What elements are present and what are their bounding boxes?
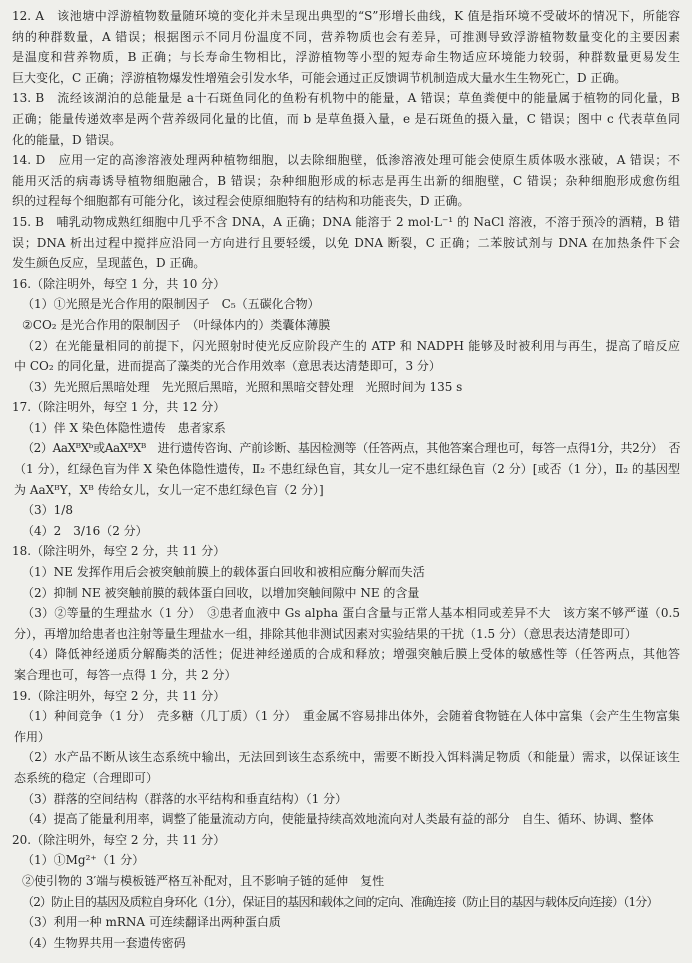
answer-18-part-1: （1）NE 发挥作用后会被突触前膜上的载体蛋白回收和被相应酶分解而失活 [22,565,425,580]
answer-18-part-2: （2）抑制 NE 被突触前膜的载体蛋白回收，以增加突触间隙中 NE 的含量 [22,585,420,600]
answer-item-13 [12,88,680,150]
answer-13-line-3: 化的能量，D 错误。 [12,132,122,147]
answer-17-header: 17.（除注明外，每空 1 分，共 12 分） [12,400,226,415]
answer-20-part-2: （2）防止目的基因及质粒自身环化（1分），保证目的基因和载体之间的定向、准确连接（防止目的基因与载体反向连接）（1分） [22,894,658,909]
answer-17-part-1: （1）伴 X 染色体隐性遗传 患者家系 [22,420,226,435]
answer-15-line-2: 误；DNA 析出过程中搅拌应沿同一方向进行且要轻缓，以免 DNA 断裂，C 正确；二苯胺试剂与 DNA 在加热条件下会 [12,235,680,250]
answer-17-part-2-cont-2: 为 AaXᴮY，Xᴮ 传给女儿，女儿一定不患红绿色盲（2 分）] [14,482,324,497]
answer-item-19 [12,686,680,830]
answer-20-part-1: （1）①Mg²⁺（1 分） [22,853,145,868]
answer-item-17 [12,397,680,541]
answer-17-part-2: （2）AaXᴮXᵇ或AaXᴮXᴮ 进行遗传咨询、产前诊断、基因检测等（任答两点，其他答案合理也可，每答一点得1分，共2分） 否 [22,441,680,456]
answer-18-part-3: （3）②等量的生理盐水（1 分） ③患者血液中 Gs alpha 蛋白含量与正常人基本相同或差异不大 该方案不够严谨（0.5 [22,606,680,621]
answer-19-header: 19.（除注明外，每空 2 分，共 11 分） [12,688,226,703]
answer-item-12 [12,6,680,88]
answer-17-part-3: （3）1/8 [22,503,73,518]
answer-item-16 [12,274,680,398]
answer-18-header: 18.（除注明外，每空 2 分，共 11 分） [12,544,226,559]
answer-12-line-1: 12. A 该池塘中浮游植物数量随环境的变化并未呈现出典型的“S”形增长曲线，K 值是指环境不受破坏的情况下，所能容 [12,9,680,23]
answer-item-14 [12,150,680,212]
answer-19-part-1: （1）种间竞争（1 分） 壳多糖（几丁质）（1 分） 重金属不容易排出体外，会随着食物链在人体中富集（会产生生物富集 [22,709,680,724]
answer-17-part-2-cont: （1 分），红绿色盲为伴 X 染色体隐性遗传，Ⅱ₂ 不患红绿色盲，其女儿一定不患红绿色盲（2 分）[或否（1 分），Ⅱ₂ 的基因型 [14,462,680,477]
answer-20-part-4: （4）生物界共用一套遗传密码 [22,935,186,950]
answer-17-part-4: （4）2 3/16（2 分） [22,523,148,538]
answer-19-part-4: （4）提高了能量利用率，调整了能量流动方向，使能量持续高效地流向对人类最有益的部分 自生、循环、协调、整体 [22,812,654,827]
answer-13-line-2: 正确；能量传递效率是两个营养级同化量的比值，而 b 是草鱼摄入量，e 是石斑鱼的摄入量，C 错误；图中 c 代表草鱼同 [12,111,680,126]
answer-13-line-1: 13. B 流经该湖泊的总能量是 a十石斑鱼同化的鱼粉有机物中的能量，A 错误；草鱼粪便中的能量属于植物的同化量，B [12,91,680,106]
answer-16-part-2: （2）在光能量相同的前提下，闪光照射时使光反应阶段产生的 ATP 和 NADPH 能够及时被利用与再生，提高了暗反应 [22,338,680,353]
answer-14-line-2: 能用灭活的病毒诱导植物细胞融合，B 错误；杂种细胞形成的标志是再生出新的细胞壁，C 错误；杂种细胞形成愈伤组 [12,173,680,188]
answer-item-20 [12,830,680,954]
answer-14-line-1: 14. D 应用一定的高渗溶液处理两种植物细胞，以去除细胞壁，低渗溶液处理可能会使原生质体吸水涨破，A 错误；不 [12,153,680,168]
answer-item-15 [12,212,680,274]
answer-key-page [12,6,680,953]
answer-15-line-1: 15. B 哺乳动物成熟红细胞中几乎不含 DNA，A 正确；DNA 能溶于 2 mol·L⁻¹ 的 NaCl 溶液，不溶于预冷的酒精，B 错 [12,214,680,229]
answer-19-part-2: （2）水产品不断从该生态系统中输出，无法回到该生态系统中，需要不断投入饵料满足物质（和能量）需求，以保证该生 [22,750,680,765]
answer-19-part-1-cont: 作用） [14,729,51,744]
answer-16-header: 16.（除注明外，每空 1 分，共 10 分） [12,276,226,291]
answer-16-part-3: （3）先光照后黑暗处理 先光照后黑暗，光照和黑暗交替处理 光照时间为 135 s [22,379,463,394]
answer-20-header: 20.（除注明外，每空 2 分，共 11 分） [12,832,226,847]
answer-12-line-2: 纳的种群数量，A 错误；根据图示不同月份温度不同，营养物质也会有差异，可推测导致浮游植物数量变化的主要因素 [12,29,680,44]
answer-19-part-2-cont: 态系统的稳定（合理即可） [14,770,159,785]
answer-18-part-3-cont: 分），再增加给患者也注射等量生理盐水一组，排除其他非测试因素对实验结果的干扰（1.5 分）（意思表达清楚即可） [14,626,637,641]
answer-20-part-3: （3）利用一种 mRNA 可连续翻译出两种蛋白质 [22,915,281,930]
answer-20-part-1-2: ②使引物的 3′端与模板链严格互补配对，且不影响子链的延伸 复性 [22,873,385,888]
answer-12-line-3: 是温度和营养物质，B 正确；与长寿命生物相比，浮游植物等小型的短寿命生物适应环境能力较弱，种群数量更易发生 [12,50,680,65]
answer-18-part-4-cont: 案合理也可，每答一点得 1 分，共 2 分） [14,668,237,682]
answer-16-part-2-cont: 中 CO₂ 的同化量，进而提高了藻类的光合作用效率（意思表达清楚即可，3 分） [14,359,441,374]
answer-12-line-4: 巨大变化，C 正确；浮游植物爆发性增殖会引发水华，可能会通过正反馈调节机制造成大量水生生物死亡，D 正确。 [12,70,627,85]
answer-14-line-3: 织的过程每个细胞都有可能分化，该过程会使原细胞特有的结构和功能丧失，D 正确。 [12,194,470,209]
answer-16-part-1: （1）①光照是光合作用的限制因子 C₅（五碳化合物） [22,297,320,312]
answer-15-line-3: 发生颜色反应，呈现蓝色，D 正确。 [12,256,206,271]
answer-19-part-3: （3）群落的空间结构（群落的水平结构和垂直结构）（1 分） [22,791,348,806]
answer-item-18 [12,541,680,685]
answer-16-part-1-2: ②CO₂ 是光合作用的限制因子 （叶绿体内的）类囊体薄膜 [22,317,331,332]
answer-18-part-4: （4）降低神经递质分解酶类的活性；促进神经递质的合成和释放；增强突触后膜上受体的敏感性等（任答两点，其他答 [22,647,680,662]
